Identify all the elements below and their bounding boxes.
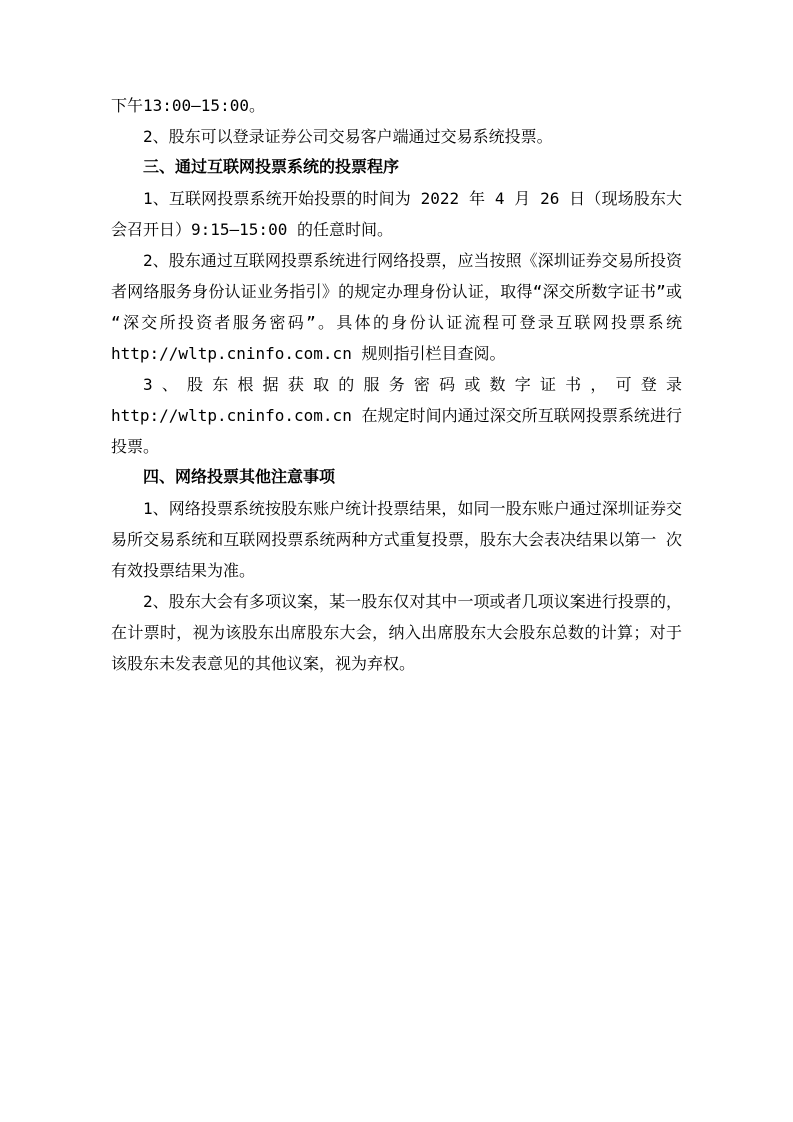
paragraph-login-and-vote: 3、股东根据获取的服务密码或数字证书，可登录 http://wltp.cninfo.com.cn 在规定时间内通过深交所互联网投票系统进行投票。 [111,375,682,456]
paragraph-identity-authentication: 2、股东通过互联网投票系统进行网络投票，应当按照《深圳证券交易所投资者网络服务身份认证业务指引》的规定办理身份认证，取得“深交所数字证书”或“深交所投资者服务密码”。具体的身份认证流程可登录互联网投票系统 http://wltp.cninfo.com.cn 规则指引栏目查阅。 [111,251,682,363]
paragraph-trading-system-voting: 2、股东可以登录证券公司交易客户端通过交易系统投票。 [143,127,553,146]
document-text-block [111,90,682,679]
paragraph-internet-voting-time: 1、互联网投票系统开始投票的时间为 2022 年 4 月 26 日（现场股东大会召开日）9:15—15:00 的任意时间。 [111,189,682,239]
paragraph-duplicate-voting-rule: 1、网络投票系统按股东账户统计投票结果，如同一股东账户通过深圳证券交易所交易系统和互联网投票系统两种方式重复投票，股东大会表决结果以第一 次有效投票结果为准。 [111,499,682,580]
section-heading-internet-voting-procedure: 三、通过互联网投票系统的投票程序 [143,159,400,176]
paragraph-partial-voting-rule: 2、股东大会有多项议案，某一股东仅对其中一项或者几项议案进行投票的，在计票时，视为该股东出席股东大会，纳入出席股东大会股东总数的计算；对于该股东未发表意见的其他议案，视为弃权。 [111,592,682,673]
section-heading-other-notes: 四、网络投票其他注意事项 [143,469,336,486]
paragraph-time-continuation: 下午13:00—15:00。 [111,96,265,115]
